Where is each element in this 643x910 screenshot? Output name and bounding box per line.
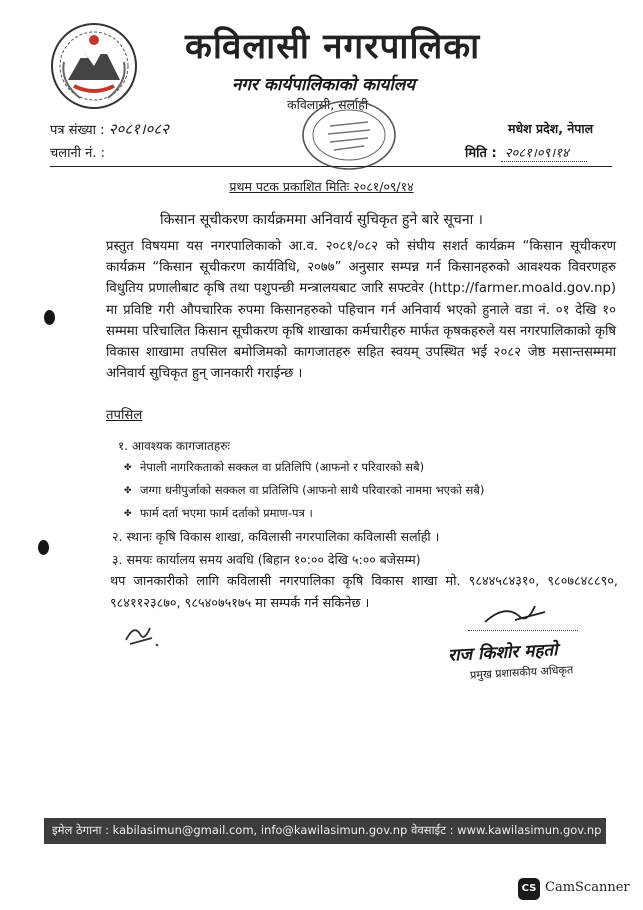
date-line — [465, 143, 587, 161]
header-divider — [50, 166, 612, 167]
list-item-text: जग्गा धनीपुर्जाको सक्कल वा प्रतिलिपि (आफनो साथै परिवारको नाममा भएको सबै) — [140, 483, 485, 497]
list-item — [124, 460, 424, 475]
office-location: कविलासी, सर्लाही — [287, 97, 369, 112]
punch-hole — [44, 310, 55, 325]
handwritten-initial-icon — [120, 620, 164, 652]
dispatch-number-label: चलानी नं. : — [50, 146, 106, 161]
handwritten-signature-icon — [475, 598, 555, 630]
list-item — [124, 483, 484, 498]
signatory-name: राज किशोर महतो — [447, 640, 558, 666]
list-item-text: फार्म दर्ता भएमा फार्म दर्ताको प्रमाण-पत्र । — [140, 506, 313, 520]
bullet-star-icon: ✤ — [124, 463, 132, 473]
date-value: २०८१।०९।१४ — [501, 146, 587, 162]
time-item: ३. समयः कार्यालय समय अवधि (बिहान १०:०० देखि ५:०० बजेसम्म) — [112, 552, 421, 567]
nepal-emblem-icon — [50, 22, 138, 110]
place-item: २. स्थानः कृषि विकास शाखा, कविलासी नगरपालिका कविलासी सर्लाही । — [112, 529, 440, 544]
camscanner-label: CamScanner — [545, 880, 630, 895]
signatory-title: प्रमुख प्रशासकीय अधिकृत — [469, 663, 574, 682]
letter-number — [50, 119, 169, 139]
camscanner-logo-icon: CS — [518, 878, 540, 900]
first-published-date: प्रथम पटक प्रकाशित मितिः २०८१/०९/१४ — [229, 179, 414, 194]
list-item — [124, 506, 313, 521]
documents-heading: १. आवश्यक कागजातहरुः — [118, 439, 230, 453]
bullet-star-icon: ✤ — [124, 486, 132, 496]
letter-number-value: २०८१।०८२ — [108, 120, 169, 138]
punch-hole — [38, 540, 49, 555]
footer-contact: इमेल ठेगाना : kabilasimun@gmail.com, info@kawilasimun.gov.np वेवसाईट : www.kawilasimun.gov.np — [52, 823, 602, 837]
date-label: मिति : — [465, 146, 497, 161]
contact-info: थप जानकारीको लागि कविलासी नगरपालिका कृषि विकास शाखा मो. ९८४४५८४३१०, ९८०७८४८८९०, ९८४११२३८७०, ९८५४०७५१७५ मा सम्पर्क गर्न सकिनेछ । — [110, 574, 618, 611]
list-item-text: नेपाली नागरिकताको सक्कल वा प्रतिलिपि (आफनो र परिवारको सबै) — [140, 460, 425, 474]
notice-paragraph: प्रस्तुत विषयमा यस नगरपालिकाको आ.व. २०८१/०८२ को संघीय सशर्त कार्यक्रम “किसान सूचीकरण कार्यक्रम “किसान सूचीकरण कार्यविधि, २०७७” अनुसार सम्पन्न गर्न किसानहरुको आवश्यक विवरणहरु विधुतिय प्रणालीबाट कृषि तथा पशुपन्छी मन्त्रालयबाट जारि सफ्टवेर (http://farmer.moald.gov.np) मा प्रविष्टि गरी औपचारिक रुपमा किसानहरुको पहिचान गर्न अनिवार्य भएको हुनाले वडा नं. ०१ देखि १० सम्ममा परिचालित किसान सूचीकरण कृषि शाखाका कर्मचारीहरु मार्फत कृषकहरुले यस नगरपालिकाको कृषि विकास शाखामा तपसिल बमोजिमको कागजातहरु सहित स्वयम् उपस्थित भई २०८२ जेष्ठ मसान्तसम्ममा अनिवार्य सुचिकृत हुन् जानकारी गराईन्छ । — [106, 239, 616, 382]
signature-line — [468, 630, 578, 631]
details-heading: तपसिल — [106, 408, 143, 423]
office-stamp-icon — [300, 98, 398, 172]
province-label: मधेश प्रदेश, नेपाल — [508, 121, 594, 136]
letter-number-label: पत्र संख्या : — [50, 123, 105, 138]
municipality-name: कविलासी नगरपालिका — [185, 27, 481, 67]
office-name: नगर कार्यपालिकाको कार्यालय — [232, 75, 416, 95]
bullet-star-icon: ✤ — [124, 509, 132, 519]
notice-subject: किसान सूचीकरण कार्यक्रममा अनिवार्य सुचिकृत हुने बारे सूचना । — [160, 212, 483, 228]
